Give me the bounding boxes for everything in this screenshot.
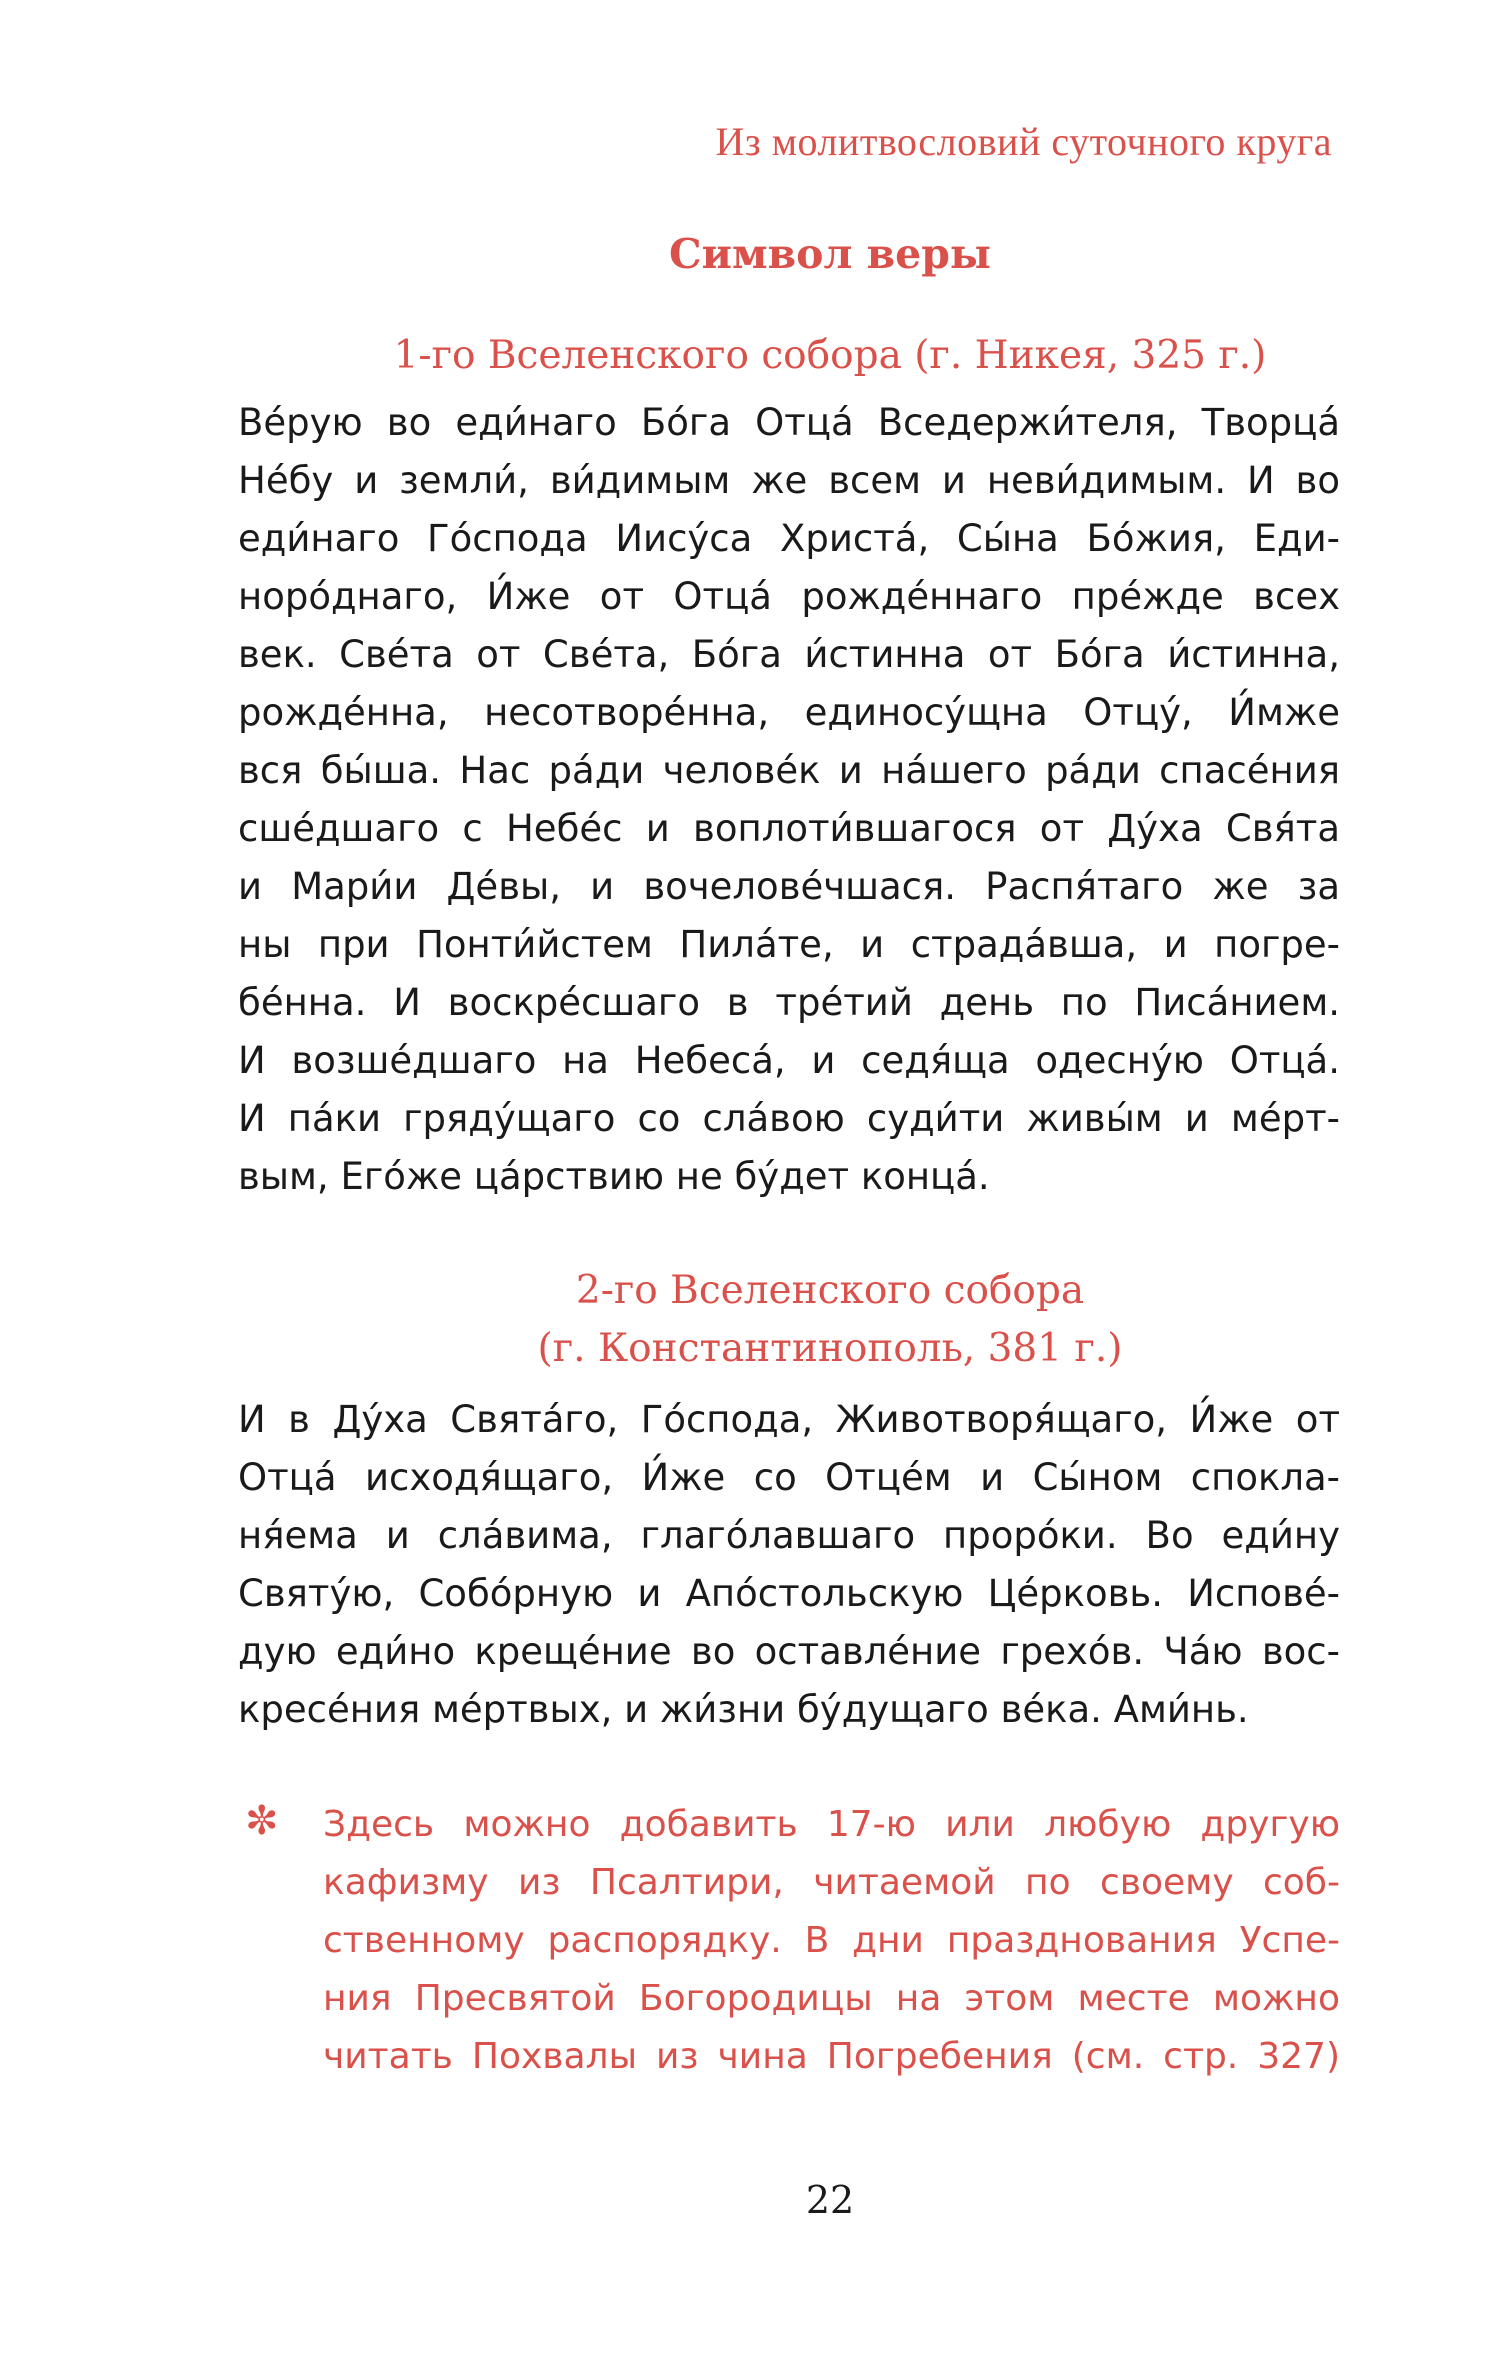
text-line: кафизму из Псалтири, читаемой по своему соб-: [323, 1862, 1340, 1903]
text-line: еди́наго Го́спода Иису́са Христа́, Сы́на Бо́жия, Еди-: [238, 517, 1340, 560]
text-line: И возше́дшаго на Небеса́, и седя́ща одесну́ю Отца́.: [238, 1039, 1340, 1082]
text-line: вся бы́ша. Нас ра́ди челове́к и на́шего ра́ди спасе́ния: [238, 749, 1340, 792]
text-line: ны при Понти́йстем Пила́те, и страда́вша, и погре-: [238, 923, 1340, 966]
text-line: и Мари́и Де́вы, и вочелове́чшася. Распя́таго же за: [238, 865, 1340, 908]
text-line: И в Ду́ха Свята́го, Го́спода, Животворя́щаго, И́же от: [238, 1398, 1340, 1441]
text-line: дую еди́но креще́ние во оставле́ние грехо́в. Ча́ю вос-: [238, 1630, 1340, 1673]
text-line: И па́ки гряду́щаго со сла́вою суди́ти живы́м и ме́рт-: [238, 1097, 1340, 1140]
creed-text-nicaea: [238, 394, 1340, 1206]
asterisk-icon: ✼: [245, 1798, 279, 1844]
page-number: 22: [805, 2178, 855, 2222]
text-line: ния Пресвятой Богородицы на этом месте можно: [323, 1978, 1340, 2019]
text-line: Святу́ю, Собо́рную и Апо́стольскую Це́рковь. Испове́-: [238, 1572, 1340, 1615]
page-title: Символ веры: [668, 230, 991, 278]
text-line: Не́бу и земли́, ви́димым же всем и неви́димым. И во: [238, 459, 1340, 502]
section-heading-nicaea: 1-го Вселенского собора (г. Никея, 325 г.): [393, 333, 1267, 378]
text-line: ня́ема и сла́вима, глаго́лавшаго проро́ки. Во еди́ну: [238, 1514, 1340, 1557]
section-heading-line: 2-го Вселенского собора: [575, 1268, 1085, 1313]
text-line: сше́дшаго с Небе́с и воплоти́вшагося от Ду́ха Свя́та: [238, 807, 1340, 850]
text-line: Ве́рую во еди́наго Бо́га Отца́ Вседержи́теля, Творца́: [238, 401, 1340, 444]
text-line: норо́днаго, И́же от Отца́ рожде́ннаго пре́жде всех: [238, 575, 1340, 618]
text-line: век. Све́та от Све́та, Бо́га и́стинна от Бо́га и́стинна,: [238, 633, 1340, 676]
text-line: бе́нна. И воскре́сшаго в тре́тий день по Писа́нием.: [238, 981, 1340, 1024]
text-line: кресе́ния ме́ртвых, и жи́зни бу́дущаго ве́ка. Ами́нь.: [238, 1688, 1249, 1731]
section-heading-line: (г. Константинополь, 381 г.): [537, 1326, 1123, 1371]
rubric-note-text: [323, 1796, 1340, 2086]
running-head: Из молитвословий суточного круга: [715, 119, 1332, 164]
text-line: читать Похвалы из чина Погребения (см. стр. 327): [323, 2036, 1340, 2077]
text-line: рожде́нна, несотворе́нна, единосу́щна Отцу́, И́мже: [238, 691, 1340, 734]
text-line: Здесь можно добавить 17-ю или любую другую: [323, 1804, 1340, 1845]
text-line: Отца́ исходя́щаго, И́же со Отце́м и Сы́ном спокла-: [238, 1456, 1340, 1499]
text-line: ственному распорядку. В дни празднования Успе-: [323, 1920, 1340, 1961]
section-heading-constantinople: [0, 1262, 1512, 1378]
creed-text-constantinople: [238, 1391, 1340, 1739]
text-line: вым, Его́же ца́рствию не бу́дет конца́.: [238, 1155, 990, 1198]
